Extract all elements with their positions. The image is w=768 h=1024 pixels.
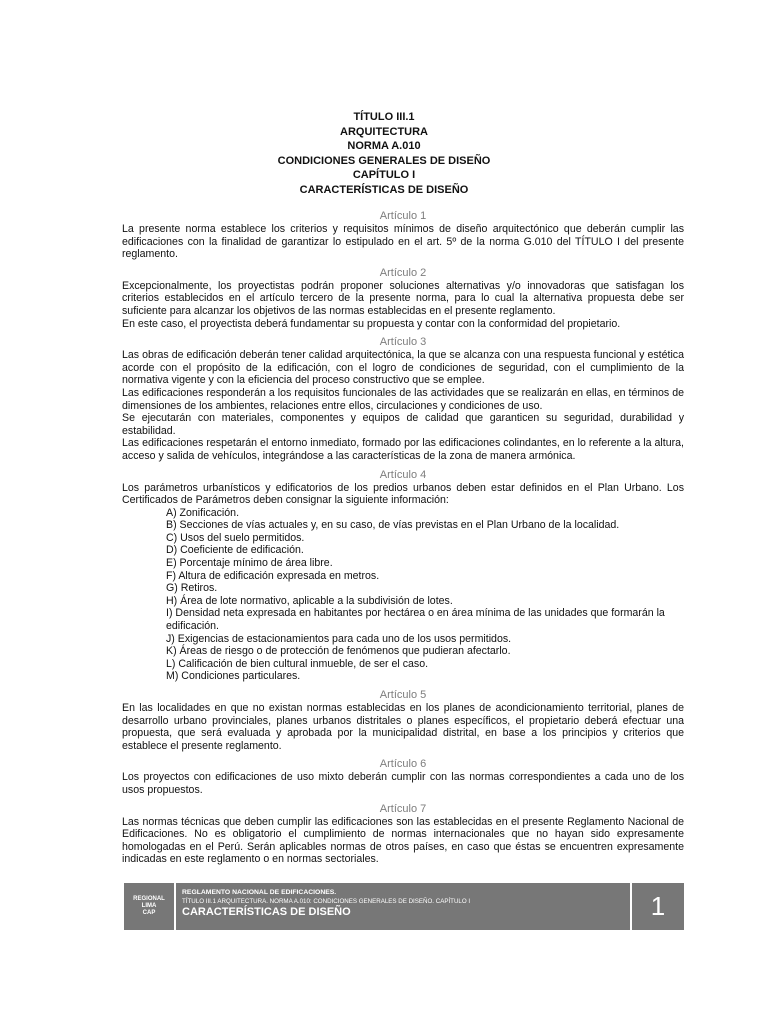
list-item: D) Coeficiente de edificación. [166, 544, 304, 557]
title-line: ARQUITECTURA [340, 125, 428, 138]
article-paragraph: Los proyectos con edificaciones de uso mixto deberán cumplir con las normas correspondientes a cada uno de los usos propuestos. [122, 771, 684, 796]
list-item: A) Zonificación. [166, 506, 240, 519]
article [122, 803, 684, 866]
title-line: NORMA A.010 [347, 140, 421, 152]
footer-org-line: CAP [142, 910, 156, 916]
article-paragraph: Se ejecutarán con materiales, componentes y equipos de calidad que garanticen su seguridad, durabilidad y estabilidad. [122, 412, 684, 437]
article-paragraph: Las obras de edificación deberán tener calidad arquitectónica, la que se alcanza con una respuesta funcional y estética acorde con el propósito de la edificación, con el logro de condiciones de seguridad, con el cumplimiento de la normativa vigente y con la eficiencia del proceso constructivo que se emplee. [122, 349, 684, 387]
article-paragraph: En las localidades en que no existan normas establecidas en los planes de acondicionamiento territorial, planes de desarrollo urbano provinciales, planes urbanos distritales o planes específicos, el propietario deberá efectuar una propuesta, que será evaluada y aprobada por la municipalidad distrital, en base a los principios y criterios que establece el presente reglamento. [122, 702, 684, 752]
title-line: CARACTERÍSTICAS DE DISEÑO [299, 183, 469, 196]
list-item: I) Densidad neta expresada en habitantes por hectárea o en área mínima de las unidades que formarán la edificación. [166, 607, 665, 633]
article [122, 758, 684, 796]
article-heading: Artículo 5 [379, 689, 427, 701]
article [122, 689, 684, 752]
title-line: TÍTULO III.1 [353, 111, 415, 123]
list-item: L) Calificación de bien cultural inmueble, de ser el caso. [166, 657, 429, 670]
list-item: G) Retiros. [166, 582, 218, 595]
title-line: CAPÍTULO I [352, 169, 416, 181]
article-paragraph: En este caso, el proyectista deberá fundamentar su propuesta y contar con la conformidad del propietario. [122, 317, 621, 330]
footer-text [182, 888, 622, 919]
footer-org-line: REGIONAL [133, 896, 165, 902]
footer-org-label [124, 883, 176, 930]
list-item: F) Altura de edificación expresada en metros. [166, 569, 380, 582]
article-heading: Artículo 3 [379, 336, 427, 349]
article-heading: Artículo 7 [379, 802, 427, 815]
article [122, 336, 684, 462]
article-paragraph: Excepcionalmente, los proyectistas podrán proponer soluciones alternativas y/o innovadoras que satisfagan los criterios establecidos en el artículo tercero de la presente norma, para lo cual la alternativa propuesta debe ser suficiente para alcanzar los objetivos de las normas establecidas en el presente reglamento. [122, 279, 684, 317]
list-item: K) Áreas de riesgo o de protección de fenómenos que pudieran afectarlo. [166, 645, 511, 658]
article [122, 267, 684, 330]
page-footer [124, 883, 684, 930]
article-paragraph: La presente norma establece los criterios y requisitos mínimos de diseño arquitectónico que deberán cumplir las edificaciones con la finalidad de garantizar lo estipulado en el art. 5º de la norma G.010 del TÍTULO I del presente reglamento. [122, 223, 684, 261]
article-heading: Artículo 4 [379, 468, 427, 481]
page-number: 1 [630, 883, 684, 930]
list-item: H) Área de lote normativo, aplicable a la subdivisión de lotes. [166, 594, 453, 607]
article-paragraph: Las edificaciones responderán a los requisitos funcionales de las actividades que se realizarán en ellas, en términos de dimensiones de los ambientes, relaciones entre ellos, circulaciones y condiciones de uso. [122, 386, 684, 412]
footer-line-2: TÍTULO III.1 ARQUITECTURA. NORMA A.010: CONDICIONES GENERALES DE DISEÑO. CAPÍTULO I [182, 898, 471, 905]
footer-org-line: LIMA [141, 903, 157, 909]
list-item: B) Secciones de vías actuales y, en su caso, de vías previstas en el Plan Urbano de la localidad. [166, 519, 620, 532]
article-paragraph: Las normas técnicas que deben cumplir las edificaciones son las establecidas en el presente Reglamento Nacional de Edificaciones. No es obligatorio el cumplimiento de normas internacionales que no hayan sido expresamente homologadas en el Perú. Serán aplicables normas de otros países, en caso que éstas se encuentren expresamente indicadas en este reglamento o en normas sectoriales. [122, 815, 684, 866]
article-heading: Artículo 6 [379, 758, 427, 771]
article-paragraph: Los parámetros urbanísticos y edificatorios de los predios urbanos deben estar definidos en el Plan Urbano. Los Certificados de Parámetros deben consignar la siguiente información: [122, 481, 684, 507]
article-paragraph: Las edificaciones respetarán el entorno inmediato, formado por las edificaciones colindantes, en lo referente a la altura, acceso y salida de vehículos, integrándose a las características de la zona de manera armónica. [122, 437, 684, 462]
list-item: M) Condiciones particulares. [166, 670, 301, 683]
list-item: E) Porcentaje mínimo de área libre. [166, 557, 333, 570]
footer-section-title: CARACTERÍSTICAS DE DISEÑO [182, 906, 351, 918]
list-item: C) Usos del suelo permitidos. [166, 531, 305, 544]
article-heading: Artículo 2 [379, 266, 427, 279]
parameters-list [122, 507, 684, 683]
title-block [0, 110, 768, 197]
list-item: J) Exigencias de estacionamientos para cada uno de los usos permitidos. [166, 632, 512, 645]
document-body [122, 210, 684, 866]
footer-line-1: REGLAMENTO NACIONAL DE EDIFICACIONES. [182, 889, 337, 896]
article [122, 210, 684, 261]
article [122, 469, 684, 684]
article-heading: Artículo 1 [379, 210, 427, 222]
title-line: CONDICIONES GENERALES DE DISEÑO [277, 154, 491, 167]
